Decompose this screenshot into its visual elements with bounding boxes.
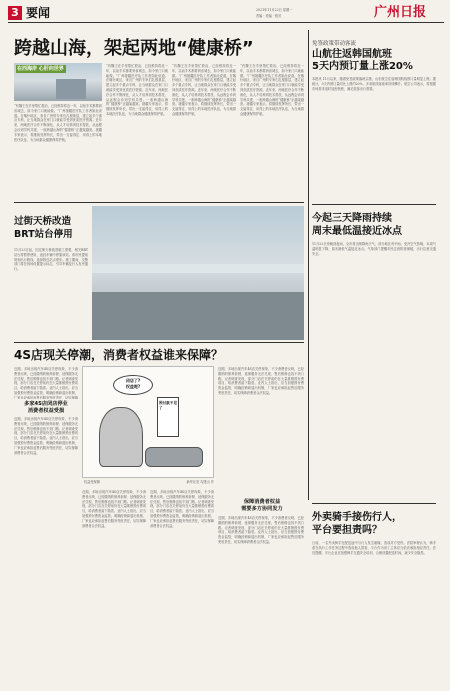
cartoon-sign-text: 预付款不见了	[159, 401, 177, 410]
photo-caption: 在西海岸 心肝向世界	[17, 66, 64, 72]
consumer-body-col4b: 近期，多地出现汽车4S店关停现象，不少消费者反映，已经缴纳的保养套餐、延保服务无法兑现，售后维修也找不到门路。记者调查发现，部分门店在关停前仍在大量推销预付费项目，给消费者留下隐患。业内人士指出，应当加强预付费资金监管，明确经销商退出机制，厂家也应承担起售后服务兜底责任，切实保障消费者合法权益。	[218, 516, 304, 544]
consumer-body-col1b: 近期，多地出现汽车4S店关停现象，不少消费者反映，已经缴纳的保养套餐、延保服务无法兑现，售后维修也找不到门路。记者调查发现，部分门店在关停前仍在大量推销预付费项目，给消费者留下隐患。业内人士指出，应当加强预付费资金监管，明确经销商退出机制，厂家也应承担起售后服务兜底责任，切实保障消费者合法权益。	[14, 417, 78, 455]
editor-line: 责编 · 美编 · 校对	[256, 14, 282, 18]
cartoon-bubble	[113, 375, 153, 395]
article1-body-col2: “有魏王在手里帮忙救治，已经维持将近一年，以前手术都要到省城去，如今家门口就能做。”广州援疆医疗队工作者如此说道。在喀什地区，来自广州的专家们扎根基层，建立起多个重点专科，让当地群众在家门口就能享受到优质医疗资源。近年来，两地医疗合作不断深化，从人才培养到技术帮扶，从远程会诊到学科共建，一座跨越山海的“健康桥”正越架越宽。援疆专家表示，将继续发挥所长，带出一支留得住、用得上的本地医疗队伍，为当地群众健康保驾护航。	[106, 64, 168, 116]
section-rule	[14, 202, 304, 203]
cartoon-figure	[99, 407, 143, 467]
article1-body-col3: “有魏王在手里帮忙救治，已经维持将近一年，以前手术都要到省城去，如今家门口就能做。”广州援疆医疗队工作者如此说道。在喀什地区，来自广州的专家们扎根基层，建立起多个重点专科，让当地群众在家门口就能享受到优质医疗资源。近年来，两地医疗合作不断深化，从人才培养到技术帮扶，从远程会诊到学科共建，一座跨越山海的“健康桥”正越架越宽。援疆专家表示，将继续发挥所长，带出一支留得住、用得上的本地医疗队伍，为当地群众健康保驾护航。	[172, 64, 236, 116]
section-rule	[14, 342, 304, 343]
delivery-body: 日前，一名外卖骑手在配送途中与行人发生碰撞，造成对方受伤。法院审理认为，骑手系在执行工作任务过程中造成他人损害，平台作为用工主体应当依法承担相应责任。法官提醒，平台企业应加强骑手交通安全培训，合理设置配送时间，减少安全隐患。	[312, 541, 436, 555]
section-rule	[312, 204, 436, 205]
brt-photo	[92, 206, 304, 340]
consumer-sub1: 多家4S店闭店停业	[24, 401, 68, 407]
paper-name: 广州日报	[374, 5, 427, 20]
consumer-body-col1: 近期，多地出现汽车4S店关停现象，不少消费者反映，已经缴纳的保养套餐、延保服务无法兑现，售后维修也找不到门路。记者调查发现，部分门店在关停前仍在大量推销预付费项目，给消费者留下隐患。业内人士指出，应当加强预付费资金监管，明确经销商退出机制，厂家也应承担起售后服务兜底责任，切实保障	[14, 367, 78, 399]
sidebar-title-line2: 5天内预订量上涨20%	[312, 61, 413, 72]
cartoon-caption: 权益受保障	[84, 480, 100, 484]
photo-road	[92, 292, 304, 340]
consumer-sub2: 保障消费者权益	[243, 499, 281, 505]
photo-building	[56, 79, 86, 99]
masthead	[8, 5, 444, 27]
section-name: 要闻	[26, 6, 51, 20]
sidebar-kicker: 免签政策带动客流	[312, 41, 357, 47]
article1-body-col1: “有魏王在手里帮忙救治，已经维持将近一年，以前手术都要到省城去，如今家门口就能做。”广州援疆医疗队工作者如此说道。在喀什地区，来自广州的专家们扎根基层，建立起多个重点专科，让当地群众在家门口就能享受到优质医疗资源。近年来，两地医疗合作不断深化，从人才培养到技术帮扶，从远程会诊到学科共建，一座跨越山海的“健康桥”正越架越宽。援疆专家表示，将继续发挥所长，带出一支留得住、用得上的本地医疗队伍，为当地群众健康保驾护航。	[14, 104, 102, 142]
cartoon-bubble-text-1: 闭店了?	[125, 378, 141, 383]
consumer-title: 4S店现关停潮，消费者权益谁来保障？	[14, 348, 223, 362]
consumer-sub2b: 需要多方协同发力	[241, 506, 283, 512]
article1-title: 跨越山海，架起两地“健康桥”	[14, 38, 254, 59]
masthead-rule	[8, 22, 444, 23]
column-divider	[308, 30, 309, 500]
photo-bridge	[92, 264, 304, 273]
consumer-body-col2: 近期，多地出现汽车4S店关停现象，不少消费者反映，已经缴纳的保养套餐、延保服务无法兑现，售后维修也找不到门路。记者调查发现，部分门店在关停前仍在大量推销预付费项目，给消费者留下隐患。业内人士指出，应当加强预付费资金监管，明确经销商退出机制，厂家也应承担起售后服务兜底责任，切实保障消费者合法权益。	[82, 490, 146, 528]
sidebar-body: 本报讯 11月以来，随着免签政策落地实施，山东航空往返韩国航线预订量明显上涨。据统计，5天内预订量同比上涨约20%，多条航线客座率持续攀升。航空公司表示，将根据市场需求适时加密航班，满足旅客出行需要。	[312, 77, 436, 91]
cold-title-line1: 今起三天降雨持续	[312, 213, 392, 224]
article1-body-col4: “有魏王在手里帮忙救治，已经维持将近一年，以前手术都要到省城去，如今家门口就能做。”广州援疆医疗队工作者如此说道。在喀什地区，来自广州的专家们扎根基层，建立起多个重点专科，让当地群众在家门口就能享受到优质医疗资源。近年来，两地医疗合作不断深化，从人才培养到技术帮扶，从远程会诊到学科共建，一座跨越山海的“健康桥”正越架越宽。援疆专家表示，将继续发挥所长，带出一支留得住、用得上的本地医疗队伍，为当地群众健康保驾护航。	[240, 64, 304, 116]
delivery-title-line2: 平台要担责吗？	[312, 525, 382, 536]
consumer-sub1b: 消费者权益受损	[27, 408, 65, 414]
sidebar-title-line1: 山航往返韩国航班	[312, 49, 392, 60]
brt-title-line2: BRT站台停用	[14, 229, 73, 240]
brt-body: 11月23日起，因过街天桥改造施工需要，相关BRT站台将暂停使用，途经车辆不停靠该站。请市民提前规划出行路线，选择附近站点乘车。施工期间，交警部门将在现场设置提示标志，引导车辆及行人有序通行。	[14, 248, 88, 272]
cold-title-line2: 周末最低温接近冰点	[312, 226, 402, 237]
cold-body: 11月22日傍晚到夜间，全市将出现降雨天气，部分地区有中雨。受冷空气影响，本周气温明显下降，周末最低气温接近冰点。气象部门提醒市民注意防寒保暖，出行注意交通安全。	[312, 242, 436, 256]
page-number: 3	[8, 6, 22, 20]
section-rule	[312, 503, 436, 504]
brt-title-line1: 过街天桥改造	[14, 216, 72, 227]
article1-photo	[14, 63, 102, 101]
cartoon-car	[145, 447, 203, 467]
consumer-cartoon	[82, 366, 214, 478]
cartoon-bubble-text-2: 权益呢?	[125, 384, 141, 389]
cartoon-sign	[157, 397, 179, 437]
consumer-body-col4: 近期，多地出现汽车4S店关停现象，不少消费者反映，已经缴纳的保养套餐、延保服务无法兑现，售后维修也找不到门路。记者调查发现，部分门店在关停前仍在大量推销预付费项目，给消费者留下隐患。业内人士指出，应当加强预付费资金监管，明确经销商退出机制，厂家也应承担起售后服务兜底责任，切实保障消费者合法权益。	[218, 367, 304, 395]
date-line: 2021年11月22日 星期一	[256, 8, 293, 12]
delivery-title-line1: 外卖骑手接伤行人，	[312, 512, 402, 523]
cartoon-credit: 新华社发 勾建山 作	[186, 480, 214, 484]
consumer-body-col3: 近期，多地出现汽车4S店关停现象，不少消费者反映，已经缴纳的保养套餐、延保服务无法兑现，售后维修也找不到门路。记者调查发现，部分门店在关停前仍在大量推销预付费项目，给消费者留下隐患。业内人士指出，应当加强预付费资金监管，明确经销商退出机制，厂家也应承担起售后服务兜底责任，切实保障消费者合法权益。	[150, 490, 214, 528]
